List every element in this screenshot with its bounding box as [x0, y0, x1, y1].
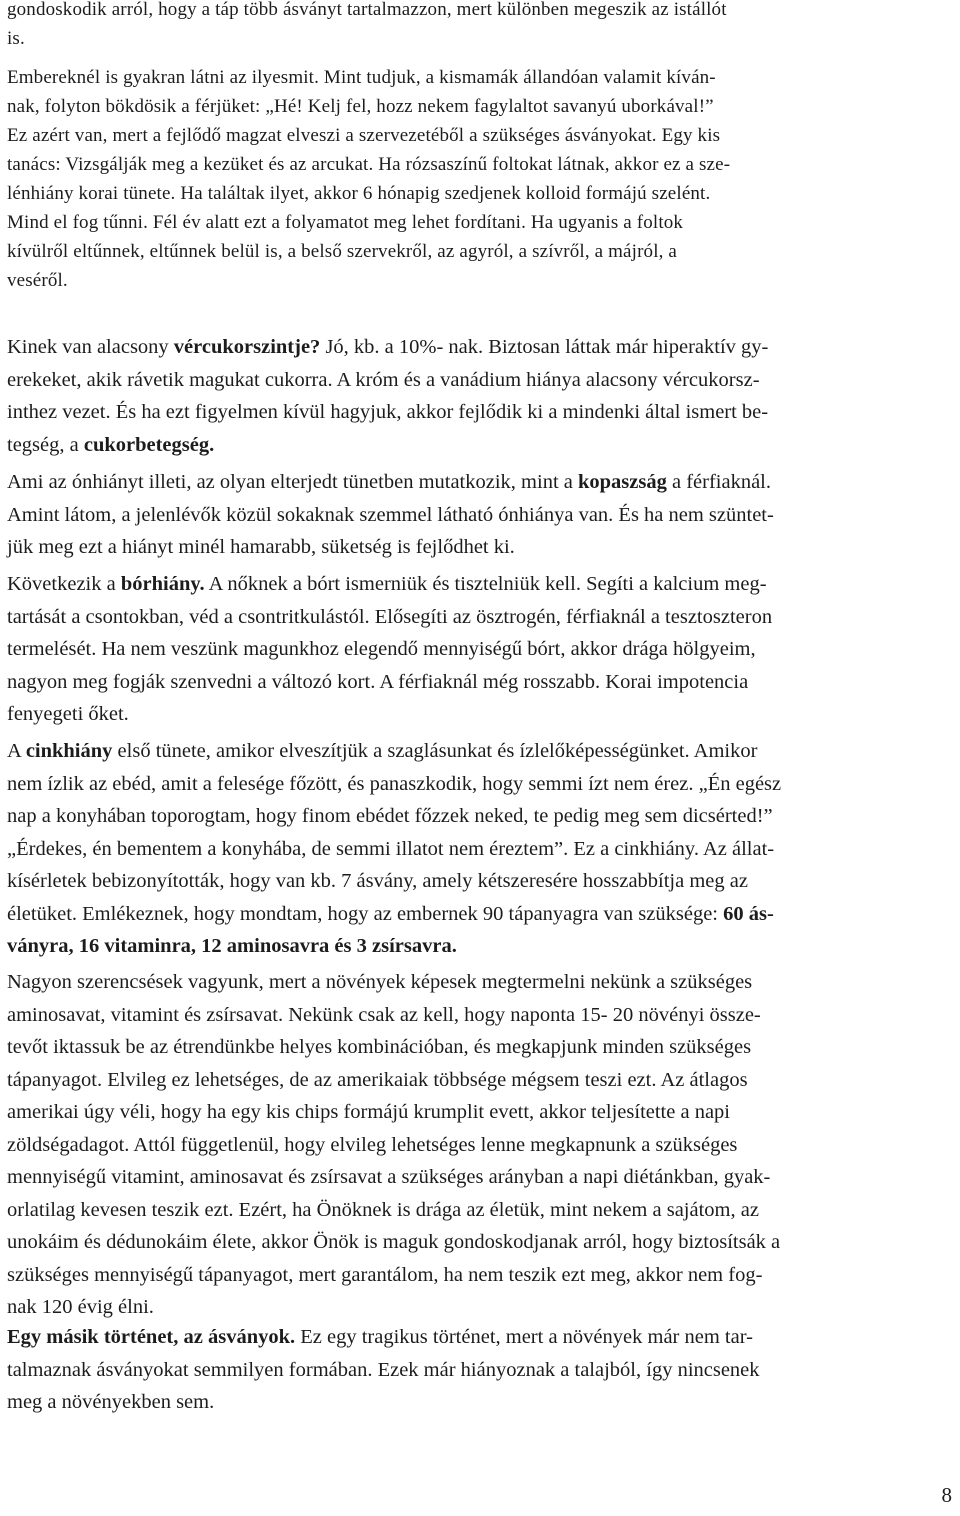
text-line [7, 150, 949, 179]
text-run: Ez egy tragikus történet, mert a növények már nem tar- [295, 1326, 753, 1348]
text-run: szükséges mennyiségű tápanyagot, mert garantálom, ha nem teszik ezt meg, akkor nem fog- [7, 1263, 763, 1286]
paragraph-cravings-selenium [7, 63, 949, 295]
text-line [7, 331, 949, 364]
paragraph-plants-nutrients [7, 966, 949, 1324]
text-run: nak, folyton bökdösik a férjüket: „Hé! Kelj fel, hozz nekem fagylaltot savanyú uborkával!” [7, 96, 714, 117]
text-run: tevőt iktassuk be az étrendünkbe helyes kombinációban, és megkapjunk minden szükséges [7, 1036, 752, 1058]
text-line [7, 898, 949, 931]
text-run: kívülről eltűnnek, eltűnnek belül is, a belső szervekről, az agyról, a szívről, a májról, a [7, 241, 678, 262]
bold-text: 60 ás- [723, 902, 774, 925]
text-run: inthez vezet. És ha ezt figyelmen kívül hagyjuk, akkor fejlődik ki a mindenki által ismert be- [7, 401, 769, 423]
page-number: 8 [941, 1483, 952, 1507]
bold-text: ványra, 16 vitaminra, 12 aminosavra és 3 zsírsavra. [7, 935, 457, 957]
text-run: kísérletek bebizonyították, hogy van kb. 7 ásvány, amely kétszeresére hosszabbítja meg az [7, 870, 748, 892]
text-line [7, 698, 949, 731]
text-line [7, 266, 949, 295]
text-run: is. [7, 28, 25, 49]
text-run: amerikai úgy véli, hogy ha egy kis chips formájú krumplit evett, akkor teljesítette a napi [7, 1101, 730, 1123]
paragraph-boron-deficiency [7, 568, 949, 731]
text-run: veséről. [7, 270, 68, 291]
text-line [7, 1096, 949, 1129]
text-line [7, 1064, 949, 1097]
text-line [7, 237, 949, 266]
paragraph-mineral-feed [7, 0, 949, 53]
text-line [7, 531, 949, 564]
text-line [7, 1226, 949, 1259]
text-run: orlatilag kevesen teszik ezt. Ezért, ha Önöknek is drága az életük, mint nekem a sajátom, az [7, 1198, 759, 1221]
text-line [7, 999, 949, 1032]
text-run: Nagyon szerencsések vagyunk, mert a növények képesek megtermelni nekünk a szükséges [7, 971, 753, 993]
text-run: Jó, kb. a 10%- nak. Biztosan láttak már hiperaktív gy- [320, 336, 769, 358]
text-line [7, 466, 949, 499]
text-line [7, 429, 949, 462]
text-run: jük meg ezt a hiányt minél hamarabb, süketség is fejlődhet ki. [7, 536, 515, 558]
text-line [7, 1129, 949, 1162]
text-line [7, 396, 949, 429]
text-run: A [7, 740, 26, 762]
text-run: tápanyagot. Elvileg ez lehetséges, de az amerikaiak többsége mégsem teszi ezt. Az átlagos [7, 1068, 748, 1091]
text-run: termelését. Ha nem veszünk magunkhoz elegendő mennyiségű bórt, akkor drága hölgyeim, [7, 638, 756, 660]
text-run: Kinek van alacsony [7, 336, 174, 358]
text-line [7, 364, 949, 397]
text-run: meg a növényekben sem. [7, 1391, 215, 1413]
text-line [7, 1194, 949, 1227]
text-run: nap a konyhában toporogtam, hogy finom ebédet főzzek neked, te pedig meg sem dicsérted!” [7, 805, 773, 827]
text-run: mennyiségű vitamint, aminosavat és zsírsavat a szükséges arányban a napi diétánkban, gyak- [7, 1166, 771, 1188]
bold-text: cinkhiány [25, 740, 113, 762]
text-line [7, 768, 949, 801]
text-run: erekeket, akik rávetik magukat cukorra. A króm és a vanádium hiánya alacsony vércukorsz- [7, 368, 760, 391]
text-line [7, 800, 949, 833]
text-line [7, 63, 949, 92]
text-run: Ez azért van, mert a fejlődő magzat elveszi a szervezetéből a szükséges ásványokat. Egy kis [7, 125, 721, 146]
text-run: nak 120 évig élni. [7, 1296, 154, 1318]
text-line [7, 208, 949, 237]
paragraph-tin-deficiency [7, 466, 949, 564]
bold-text: kopaszság [578, 471, 667, 493]
text-line [7, 179, 949, 208]
text-run: A nőknek a bórt ismerniük és tisztelniük kell. Segíti a kalcium meg- [204, 573, 767, 595]
text-line [7, 601, 949, 634]
text-run: tanács: Vizsgálják meg a kezüket és az arcukat. Ha rózsaszínű foltokat látnak, akkor ez a sze- [7, 154, 731, 175]
text-run: tartását a csontokban, véd a csontritkulástól. Elősegíti az ösztrogén, férfiaknál a tesztoszteron [7, 605, 773, 628]
text-run: unokáim és dédunokáim élete, akkor Önök is maguk gondoskodjanak arról, hogy biztosítsák a [7, 1231, 781, 1253]
text-line [7, 24, 949, 53]
text-line [7, 833, 949, 866]
text-run: életüket. Emlékeznek, hogy mondtam, hogy az embernek 90 tápanyagra van szüksége: [7, 902, 724, 925]
bold-text: cukorbetegség. [83, 433, 215, 456]
text-line [7, 666, 949, 699]
text-line [7, 121, 949, 150]
text-run: fenyegeti őket. [7, 703, 129, 725]
text-line [7, 633, 949, 666]
text-run: a férfiaknál. [666, 471, 772, 493]
text-line [7, 1354, 949, 1387]
text-line [7, 499, 949, 532]
text-line [7, 1031, 949, 1064]
text-run: zöldségadagot. Attól függetlenül, hogy elvileg lehetséges lenne megkapnunk a szükséges [7, 1133, 738, 1156]
text-run: Következik a [7, 573, 121, 595]
text-line [7, 1386, 949, 1419]
text-run: nem ízlik az ebéd, amit a felesége főzött, és panaszkodik, hogy semmi ízt nem érez. „Én egész [7, 772, 782, 795]
text-line [7, 930, 949, 963]
text-line [7, 865, 949, 898]
text-run: aminosavat, vitamint és zsírsavat. Nekünk csak az kell, hogy naponta 15- 20 növényi össze- [7, 1003, 761, 1026]
text-run: „Érdekes, én bementem a konyhába, de semmi illatot nem éreztem”. Ez a cinkhiány. Az állat- [7, 837, 775, 860]
paragraph-zinc-deficiency [7, 735, 949, 963]
text-line [7, 966, 949, 999]
bold-text: vércukorszintje? [173, 336, 321, 358]
text-line [7, 735, 949, 768]
bold-text: bórhiány. [120, 573, 205, 595]
text-line [7, 1321, 949, 1354]
text-run: tegség, a [7, 433, 84, 456]
paragraph-blood-sugar [7, 331, 949, 461]
text-run: talmaznak ásványokat semmilyen formában. Ezek már hiányoznak a talajból, így nincsenek [7, 1358, 760, 1381]
text-run: gondoskodik arról, hogy a táp több ásványt tartalmazzon, mert különben megeszik az istállót [7, 0, 727, 20]
text-run: Embereknél is gyakran látni az ilyesmit. Mint tudjuk, a kismamák állandóan valamit kíván- [7, 67, 716, 88]
text-run: Mind el fog tűnni. Fél év alatt ezt a folyamatot meg lehet fordítani. Ha ugyanis a foltok [7, 212, 684, 233]
text-line [7, 0, 949, 24]
paragraph-minerals-story [7, 1321, 949, 1419]
text-line [7, 568, 949, 601]
text-line [7, 1259, 949, 1292]
text-run: lénhiány korai tünete. Ha találtak ilyet, akkor 6 hónapig szedjenek kolloid formájú szelént. [7, 183, 711, 204]
text-line [7, 1161, 949, 1194]
text-line [7, 1291, 949, 1324]
text-line [7, 92, 949, 121]
text-run: Ami az ónhiányt illeti, az olyan elterjedt tünetben mutatkozik, mint a [7, 471, 578, 493]
text-run: első tünete, amikor elveszítjük a szaglásunkat és ízlelőképességünket. Amikor [112, 740, 758, 762]
text-run: Amint látom, a jelenlévők közül sokaknak szemmel látható ónhiánya van. És ha nem szüntet- [7, 503, 774, 526]
text-run: nagyon meg fogják szenvedni a változó kort. A férfiaknál még rosszabb. Korai impotencia [7, 670, 749, 693]
bold-text: Egy másik történet, az ásványok. [7, 1326, 296, 1348]
